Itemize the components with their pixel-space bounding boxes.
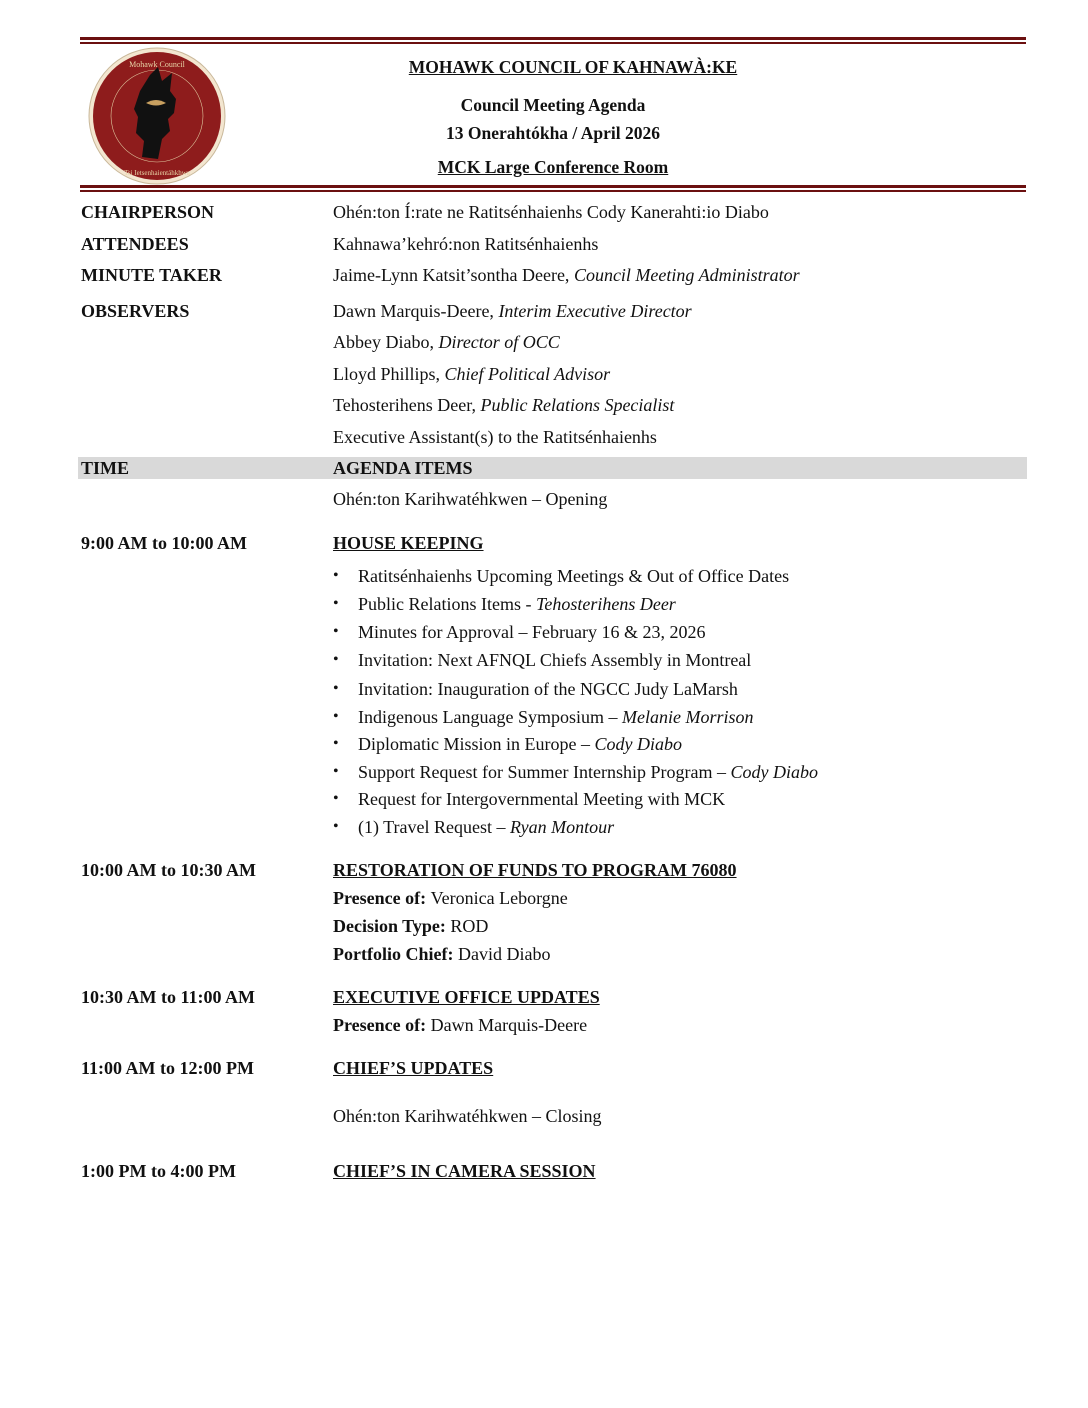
housekeeping-item	[358, 565, 789, 587]
presence-value: Veronica Leborgne	[430, 888, 568, 908]
executive-time: 10:30 AM to 11:00 AM	[81, 987, 255, 1007]
item-text: Minutes for Approval – February 16 & 23, 2026	[358, 622, 706, 642]
chairperson-label: CHAIRPERSON	[81, 202, 215, 222]
bullet-icon: •	[333, 567, 339, 584]
observer	[333, 300, 692, 322]
meeting-date: 13 Onerahtókha / April 2026	[446, 123, 660, 143]
decision-value: ROD	[450, 916, 489, 936]
bullet-icon: •	[333, 708, 339, 725]
observer-title: Public Relations Specialist	[480, 395, 675, 415]
housekeeping-item	[358, 706, 753, 728]
executive-title: EXECUTIVE OFFICE UPDATES	[333, 987, 600, 1007]
in-camera-title: CHIEF’S IN CAMERA SESSION	[333, 1161, 596, 1181]
item-text: Request for Intergovernmental Meeting with MCK	[358, 789, 726, 809]
housekeeping-time: 9:00 AM to 10:00 AM	[81, 533, 247, 553]
chiefs-updates-time: 11:00 AM to 12:00 PM	[81, 1058, 254, 1078]
observer-title: Director of OCC	[438, 332, 560, 352]
item-text: Invitation: Next AFNQL Chiefs Assembly in Montreal	[358, 650, 752, 670]
housekeeping-item	[358, 678, 738, 700]
bullet-icon: •	[333, 763, 339, 780]
presence-label: Presence of:	[333, 1015, 431, 1035]
item-text: Ratitsénhaienhs Upcoming Meetings & Out of Office Dates	[358, 566, 790, 586]
observer-title: Chief Political Advisor	[444, 364, 611, 384]
item-text: Invitation: Inauguration of the NGCC Judy LaMarsh	[358, 679, 738, 699]
observer	[333, 331, 560, 353]
agenda-items-header: AGENDA ITEMS	[333, 458, 473, 478]
minute-taker-title: Council Meeting Administrator	[573, 265, 800, 285]
observer	[333, 426, 657, 448]
item-text: Diplomatic Mission in Europe –	[358, 734, 595, 754]
document-title: Council Meeting Agenda	[460, 95, 646, 115]
item-text: Public Relations Items -	[358, 594, 536, 614]
item-presenter: Cody Diabo	[730, 762, 818, 782]
housekeeping-item	[358, 593, 676, 615]
restoration-title: RESTORATION OF FUNDS TO PROGRAM 76080	[333, 860, 737, 880]
housekeeping-item	[358, 816, 614, 838]
item-presenter: Cody Diabo	[594, 734, 682, 754]
restoration-portfolio	[333, 943, 550, 965]
decision-label: Decision Type:	[333, 916, 451, 936]
housekeeping-item	[358, 733, 682, 755]
meeting-location: MCK Large Conference Room	[437, 157, 669, 177]
observer-name: Executive Assistant(s) to the Ratitsénhaienhs	[333, 427, 657, 447]
restoration-decision	[333, 915, 488, 937]
bullet-icon: •	[333, 623, 339, 640]
minute-taker-label: MINUTE TAKER	[81, 265, 222, 285]
observer	[333, 363, 610, 385]
observer	[333, 394, 674, 416]
header-rule	[80, 185, 1026, 188]
portfolio-label: Portfolio Chief:	[333, 944, 458, 964]
item-presenter: Ryan Montour	[510, 817, 615, 837]
bullet-icon: •	[333, 818, 339, 835]
item-presenter: Tehosterihens Deer	[535, 594, 676, 614]
housekeeping-title: HOUSE KEEPING	[333, 533, 484, 553]
housekeeping-item	[358, 649, 751, 671]
observers-label: OBSERVERS	[81, 301, 190, 321]
restoration-presence	[333, 887, 568, 909]
bullet-icon: •	[333, 680, 339, 697]
observer-name: Lloyd Phillips,	[333, 364, 445, 384]
presence-label: Presence of:	[333, 888, 431, 908]
observer-name: Tehosterihens Deer,	[333, 395, 481, 415]
org-name: MOHAWK COUNCIL OF KAHNAWÀ:KE	[408, 57, 738, 77]
in-camera-time: 1:00 PM to 4:00 PM	[81, 1161, 236, 1181]
opening: Ohén:ton Karihwatéhkwen – Opening	[333, 489, 608, 509]
portfolio-value: David Diabo	[457, 944, 551, 964]
chairperson-value: Ohén:ton Í:rate ne Ratitsénhaienhs Cody Kanerahti:io Diabo	[333, 202, 769, 222]
top-rule-thin	[80, 42, 1026, 44]
top-rule	[80, 37, 1026, 40]
mck-logo	[88, 47, 226, 185]
attendees-value: Kahnawa’kehró:non Ratitsénhaienhs	[333, 234, 599, 254]
housekeeping-item	[358, 788, 725, 810]
restoration-time: 10:00 AM to 10:30 AM	[81, 860, 256, 880]
observer-title: Interim Executive Director	[498, 301, 692, 321]
item-presenter: Melanie Morrison	[621, 707, 754, 727]
bullet-icon: •	[333, 651, 339, 668]
executive-presence	[333, 1014, 587, 1036]
bullet-icon: •	[333, 735, 339, 752]
time-column-header: TIME	[81, 458, 130, 478]
presence-value: Dawn Marquis-Deere	[430, 1015, 588, 1035]
minute-taker-value	[333, 264, 800, 286]
closing: Ohén:ton Karihwatéhkwen – Closing	[333, 1106, 602, 1126]
chiefs-updates-title: CHIEF’S UPDATES	[333, 1058, 494, 1078]
housekeeping-item	[358, 621, 705, 643]
item-text: (1) Travel Request –	[358, 817, 510, 837]
item-text: Indigenous Language Symposium –	[358, 707, 622, 727]
header-rule-thin	[80, 190, 1026, 192]
bullet-icon: •	[333, 790, 339, 807]
svg-text:Mohawk Council: Mohawk Council	[129, 60, 185, 69]
bullet-icon: •	[333, 595, 339, 612]
item-text: Support Request for Summer Internship Program –	[358, 762, 731, 782]
svg-text:Tsi Ietsenhaientáhkhwa: Tsi Ietsenhaientáhkhwa	[124, 169, 190, 177]
observer-name: Dawn Marquis-Deere,	[333, 301, 499, 321]
minute-taker-name: Jaime-Lynn Katsit’sontha Deere,	[333, 265, 574, 285]
housekeeping-item	[358, 761, 818, 783]
attendees-label: ATTENDEES	[81, 234, 189, 254]
observer-name: Abbey Diabo,	[333, 332, 439, 352]
agenda-header-bar	[78, 457, 1027, 479]
